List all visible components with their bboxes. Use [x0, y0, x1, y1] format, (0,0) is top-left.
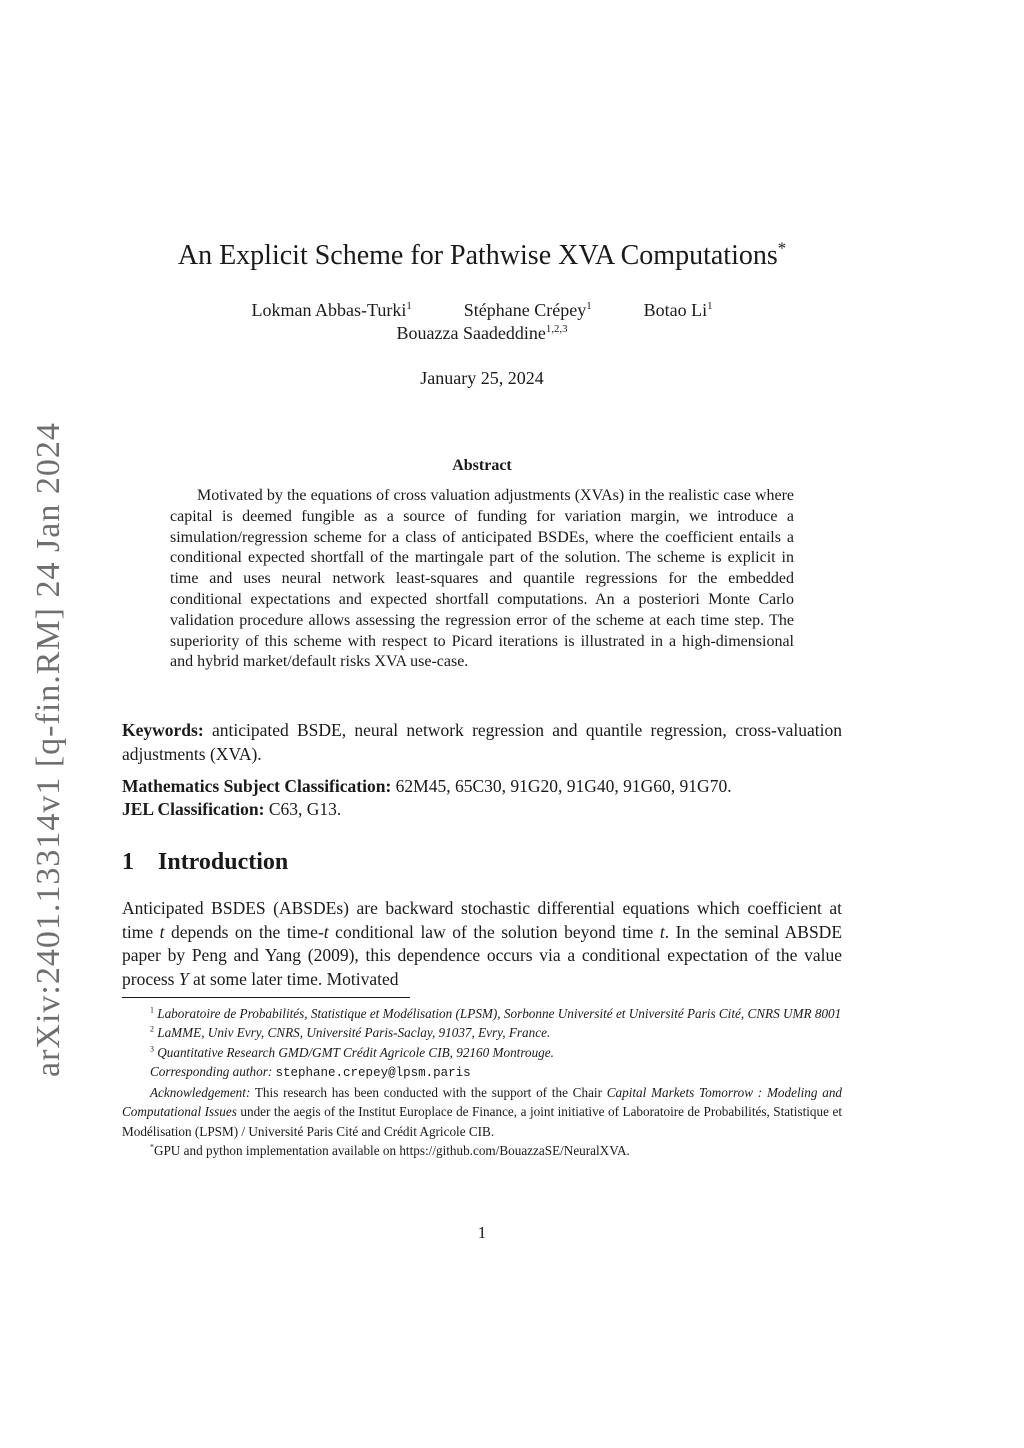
implementation-note: *GPU and python implementation available on https://github.com/BouazzaSE/NeuralXVA.	[150, 1142, 630, 1159]
paper-title	[120, 240, 844, 272]
footnote-rule	[122, 997, 410, 998]
section-title: Introduction	[158, 849, 289, 875]
keywords-label: Keywords:	[122, 720, 204, 740]
author: Lokman Abbas-Turki$^1$	[251, 300, 412, 320]
abstract-heading: Abstract	[452, 457, 512, 474]
author: Stéphane Crépey$^1$	[463, 300, 592, 320]
footnote-1: $^1$ Laboratoire de Probabilités, Statistique et Modélisation (LPSM), Sorbonne Université et Université Paris Cité, CNRS UMR 8001	[150, 1005, 842, 1021]
section-heading	[122, 849, 288, 876]
msc-text: 62M45, 65C30, 91G20, 91G40, 91G60, 91G70.	[395, 776, 732, 796]
keywords	[122, 718, 842, 766]
author: Bouazza Saadeddine$^{1,2,3}$	[396, 323, 568, 343]
arxiv-identifier: arXiv:2401.13314v1 [q-fin.RM] 24 Jan 2024	[30, 422, 67, 1077]
title-footnote-mark: *	[777, 238, 787, 258]
msc-classification	[122, 774, 842, 798]
acknowledgement: Acknowledgement: This research has been conducted with the support of the Chair Capital Markets Tomorrow : Modeling and Computational Issues under the aegis of the Institut Europlace de Finance, a joint initiative of Laboratoire de Probabilités, Statistique et Modélisation (LPSM) / Université Paris Cité and Crédit Agricole CIB.	[122, 1085, 843, 1139]
section-number: 1	[122, 849, 134, 875]
jel-text: C63, G13.	[268, 799, 342, 819]
jel-classification	[122, 797, 842, 821]
abstract-text: Motivated by the equations of cross valuation adjustments (XVAs) in the realistic case where capital is deemed fungible as a source of funding for variation margin, we introduce a simulation/regression scheme for a class of anticipated BSDEs, where the coefficient entails a conditional expected shortfall of the martingale part of the solution. The scheme is explicit in time and uses neural network least-squares and quantile regressions for the embedded conditional expectations and expected shortfall computations. An a posteriori Monte Carlo validation procedure allows assessing the regression error of the scheme at each time step. The superiority of this scheme with respect to Picard iterations is illustrated in a high-dimensional and hybrid market/default risks XVA use-case.	[170, 487, 794, 671]
jel-label: JEL Classification:	[122, 799, 265, 819]
publication-date: January 25, 2024	[420, 368, 544, 388]
author-list	[120, 300, 844, 344]
footnotes	[122, 1004, 842, 1160]
msc-label: Mathematics Subject Classification:	[122, 776, 392, 796]
footnote-3: $^3$ Quantitative Research GMD/GMT Crédit Agricole CIB, 92160 Montrouge.	[150, 1044, 554, 1060]
keywords-text: anticipated BSDE, neural network regression and quantile regression, cross-valuation adjustments (XVA).	[122, 720, 843, 764]
footnote-2: $^2$ LaMME, Univ Evry, CNRS, Université Paris-Saclay, 91037, Evry, France.	[150, 1024, 551, 1041]
author: Botao Li$^1$	[643, 300, 713, 320]
author-email: stephane.crepey@lpsm.paris	[275, 1065, 471, 1080]
introduction-paragraph: Anticipated BSDES (ABSDEs) are backward stochastic differential equations which coefficient at time t depends on the time-t conditional law of the solution beyond time t. In the seminal ABSDE paper by Peng and Yang (2009), this dependence occurs via a conditional expectation of the value process Y at some later time. Motivated	[122, 898, 843, 989]
paper-title-text: An Explicit Scheme for Pathwise XVA Computations	[177, 240, 778, 271]
page-number: 1	[477, 1223, 487, 1242]
corresponding-author: Corresponding author: stephane.crepey@lpsm.paris	[150, 1063, 471, 1080]
